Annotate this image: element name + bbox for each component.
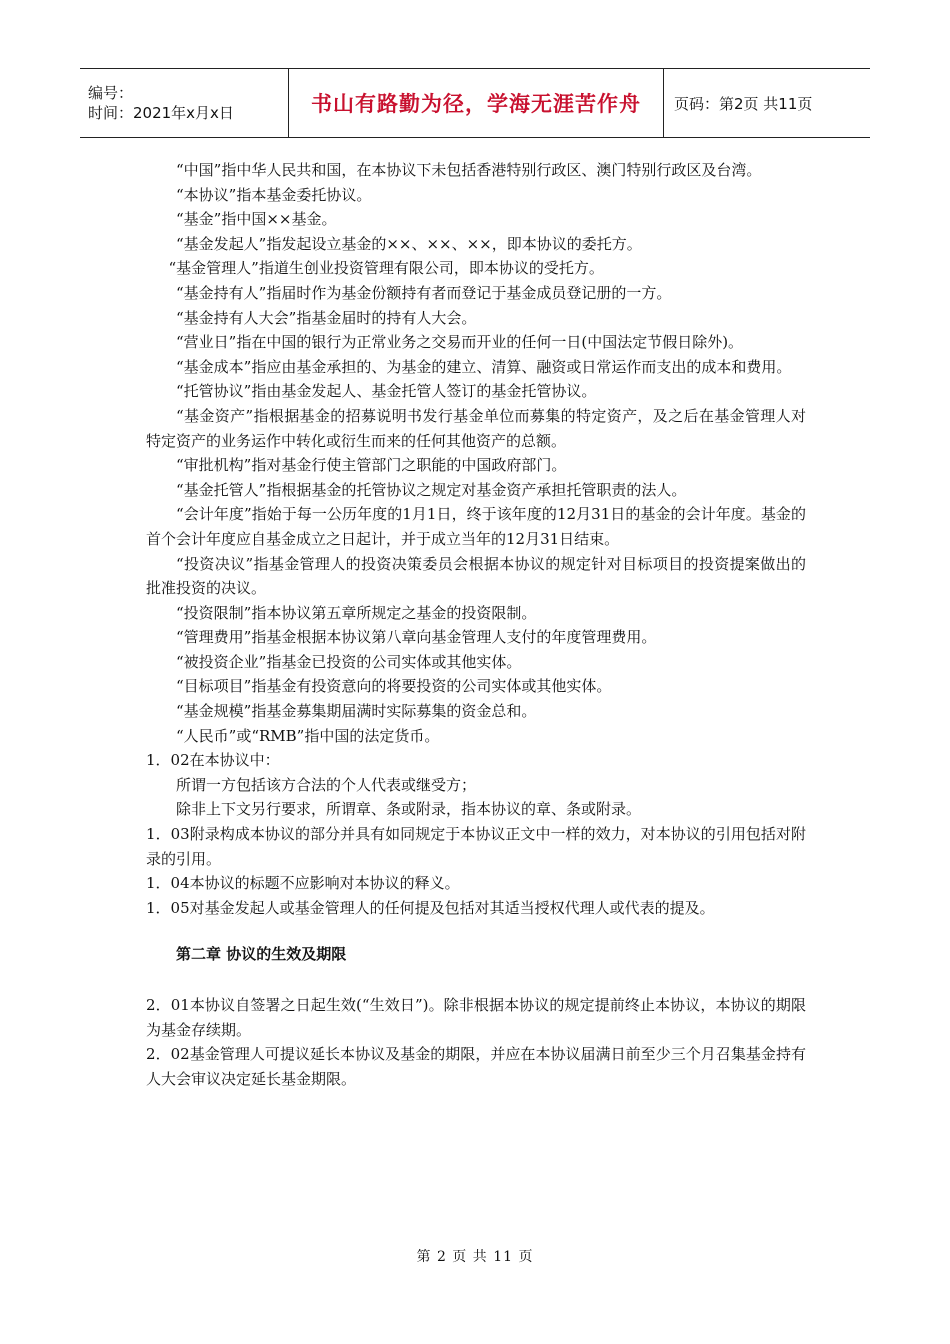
page-footer: 第 2 页 共 11 页: [416, 1249, 534, 1265]
page-header: [80, 68, 870, 138]
definition-paragraph: “基金”指中国××基金。: [176, 210, 337, 229]
definition-paragraph: “被投资企业”指基金已投资的公司实体或其他实体。: [176, 652, 522, 671]
definition-paragraph: “基金托管人”指根据基金的托管协议之规定对基金资产承担托管职责的法人。: [176, 480, 687, 499]
clause-paragraph: 1．04本协议的标题不应影响对本协议的释义。: [146, 874, 460, 893]
definition-paragraph: “投资限制”指本协议第五章所规定之基金的投资限制。: [176, 603, 537, 622]
clause-paragraph: 1．03附录构成本协议的部分并具有如同规定于本协议正文中一样的效力，对本协议的引用包括对附录的引用。: [146, 825, 806, 868]
clause-subparagraph: 除非上下文另行要求，所谓章、条或附录，指本协议的章、条或附录。: [176, 800, 642, 819]
header-meta: [80, 69, 289, 137]
clause-subparagraph: 所谓一方包括该方合法的个人代表或继受方；: [176, 775, 477, 794]
header-page-cell: [664, 69, 870, 137]
header-motto-cell: [289, 69, 664, 137]
definition-paragraph: “管理费用”指基金根据本协议第八章向基金管理人支付的年度管理费用。: [176, 628, 657, 647]
clause-paragraph: 2．02基金管理人可提议延长本协议及基金的期限，并应在本协议届满日前至少三个月召集基金持有人大会审议决定延长基金期限。: [146, 1045, 806, 1088]
definition-paragraph: “基金成本”指应由基金承担的、为基金的建立、清算、融资或日常运作而支出的成本和费用。: [176, 357, 792, 376]
clause-paragraph: 1．05对基金发起人或基金管理人的任何提及包括对其适当授权代理人或代表的提及。: [146, 898, 715, 917]
definition-paragraph: “基金规模”指基金募集期届满时实际募集的资金总和。: [176, 702, 537, 721]
definition-paragraph: “基金持有人”指届时作为基金份额持有者而登记于基金成员登记册的一方。: [176, 283, 672, 302]
header-motto: 书山有路勤为径，学海无涯苦作舟: [311, 92, 641, 116]
clause-paragraph: 2．01本协议自签署之日起生效(“生效日”)。除非根据本协议的规定提前终止本协议，本协议的期限为基金存续期。: [146, 996, 806, 1039]
clause-paragraph: 1．02在本协议中：: [146, 751, 280, 770]
chapter-heading: 第二章 协议的生效及期限: [176, 945, 347, 964]
document-date-label: 时间：2021年x月x日: [88, 104, 234, 122]
definition-paragraph: “基金持有人大会”指基金届时的持有人大会。: [176, 308, 477, 327]
definition-paragraph: “基金发起人”指发起设立基金的××、××、××，即本协议的委托方。: [176, 234, 642, 253]
definition-paragraph: “中国”指中华人民共和国，在本协议下未包括香港特别行政区、澳门特别行政区及台湾。: [176, 161, 762, 179]
definition-paragraph: “基金管理人”指道生创业投资管理有限公司，即本协议的受托方。: [168, 259, 604, 278]
definition-paragraph: “目标项目”指基金有投资意向的将要投资的公司实体或其他实体。: [176, 677, 612, 696]
definition-paragraph: “基金资产”指根据基金的招募说明书发行基金单位而募集的特定资产，及之后在基金管理人对特定资产的业务运作中转化或衍生而来的任何其他资产的总额。: [146, 406, 806, 450]
document-number-label: 编号：: [88, 84, 134, 102]
definition-paragraph: “人民币”或“RMB”指中国的法定货币。: [176, 726, 440, 745]
definition-paragraph: “会计年度”指始于每一公历年度的1月1日，终于该年度的12月31日的基金的会计年度。基金的首个会计年度应自基金成立之日起计，并于成立当年的12月31日结束。: [146, 505, 806, 548]
definition-paragraph: “投资决议”指基金管理人的投资决策委员会根据本协议的规定针对目标项目的投资提案做出的批准投资的决议。: [146, 554, 806, 598]
definition-paragraph: “审批机构”指对基金行使主管部门之职能的中国政府部门。: [176, 456, 567, 475]
definition-paragraph: “本协议”指本基金委托协议。: [176, 185, 372, 204]
definition-paragraph: “营业日”指在中国的银行为正常业务之交易而开业的任何一日(中国法定节假日除外)。: [176, 333, 744, 352]
header-page-number: 页码：第2页 共11页: [674, 94, 813, 113]
definition-paragraph: “托管协议”指由基金发起人、基金托管人签订的基金托管协议。: [176, 382, 597, 401]
document-body: [146, 158, 806, 1091]
